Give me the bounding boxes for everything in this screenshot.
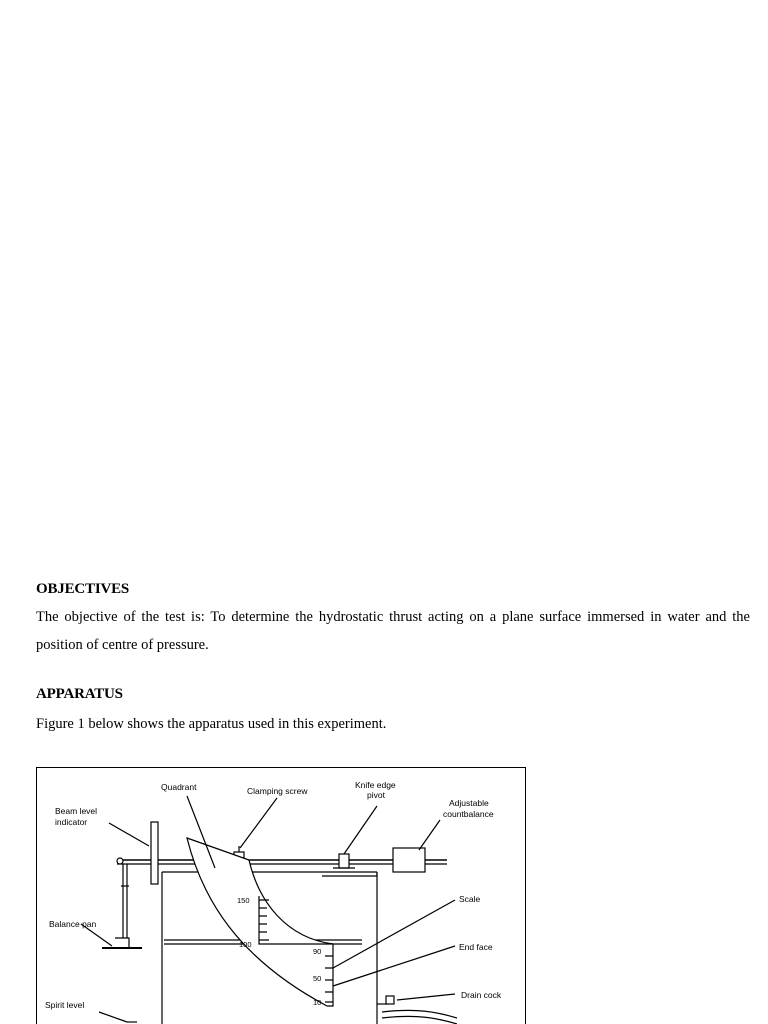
scale-tick-90: 90 [313, 947, 322, 956]
adjustable-counterbalance [393, 848, 425, 872]
label-clamping-screw: Clamping screw [247, 786, 308, 796]
label-indicator: indicator [55, 817, 88, 827]
objectives-text: The objective of the test is: To determine the hydrostatic thrust acting on a plane surface immersed in water and the position of centre of pressure. [36, 609, 750, 653]
label-drain-cock: Drain cock [461, 990, 502, 1000]
label-beam-level: Beam level [55, 806, 98, 816]
scale-tick-150: 150 [237, 896, 250, 905]
label-spirit-level: Spirit level [45, 1000, 85, 1010]
scale-tick-10: 10 [313, 998, 322, 1007]
label-scale: Scale [459, 894, 481, 904]
apparatus-heading: APPARATUS [36, 686, 123, 702]
beam-level-indicator [151, 822, 158, 884]
label-end-face: End face [459, 942, 493, 952]
scale-tick-50: 50 [313, 974, 322, 983]
label-quadrant: Quadrant [161, 782, 197, 792]
quadrant [187, 838, 333, 1006]
label-adjustable: Adjustable [449, 798, 489, 808]
knife-edge-pivot [339, 854, 349, 868]
scale-tick-100: 100 [239, 940, 252, 949]
drain-cock [386, 996, 394, 1004]
label-pivot: pivot [367, 790, 385, 800]
label-balance-pan: Balance pan [49, 919, 97, 929]
objectives-heading: OBJECTIVES [36, 581, 130, 597]
apparatus-diagram [37, 768, 526, 1024]
apparatus-figure [36, 767, 526, 1024]
apparatus-text: Figure 1 below shows the apparatus used in this experiment. [36, 716, 387, 732]
label-knife-edge: Knife edge [355, 780, 396, 790]
label-countbalance: countbalance [443, 809, 494, 819]
